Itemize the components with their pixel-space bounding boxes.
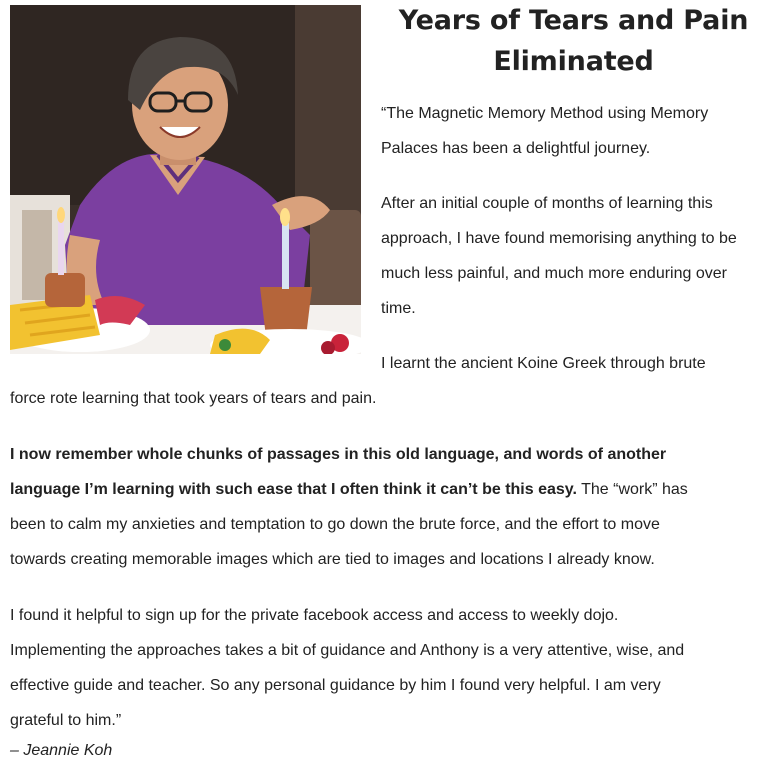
paragraph-line-mixed [10, 472, 688, 507]
testimonial-title [386, 0, 761, 82]
paragraph-bold-phrase: language I’m learning with such ease that I often think it can’t be this easy. [10, 481, 577, 498]
paragraph-line-bold: I now remember whole chunks of passages in this old language, and words of another [10, 446, 667, 463]
testimonial-paragraph-3b [10, 381, 376, 416]
paragraph-line: grateful to him.” [10, 712, 122, 729]
testimonial-paragraph-3a [381, 346, 706, 381]
paragraph-line: I learnt the ancient Koine Greek through brute [381, 355, 706, 372]
testimonial-paragraph-5 [10, 598, 684, 738]
testimonial-photo [10, 5, 361, 354]
paragraph-line: approach, I have found memorising anything to be [381, 230, 737, 247]
testimonial-paragraph-1 [381, 96, 708, 166]
photo-illustration [10, 5, 361, 354]
testimonial-signature: – Jeannie Koh [10, 742, 113, 759]
paragraph-line: force rote learning that took years of tears and pain. [10, 390, 377, 407]
paragraph-line: Implementing the approaches takes a bit of guidance and Anthony is a very attentive, wise, and [10, 642, 685, 659]
paragraph-line: much less painful, and much more enduring over [381, 265, 727, 282]
paragraph-line: towards creating memorable images which are tied to images and locations I already know. [10, 551, 655, 568]
paragraph-plain-phrase: The “work” has [576, 481, 688, 498]
photo-cupcake-left [45, 273, 85, 307]
paragraph-line: Palaces has been a delightful journey. [381, 140, 651, 157]
paragraph-line: time. [381, 300, 416, 317]
testimonial-paragraph-4 [10, 437, 688, 577]
testimonial-paragraph-2 [381, 186, 737, 326]
title-line-1: Years of Tears and Pain [398, 5, 749, 36]
paragraph-line: “The Magnetic Memory Method using Memory [381, 105, 709, 122]
paragraph-line: I found it helpful to sign up for the private facebook access and access to weekly dojo. [10, 607, 619, 624]
paragraph-line: After an initial couple of months of learning this [381, 195, 713, 212]
paragraph-line: effective guide and teacher. So any personal guidance by him I found very helpful. I am very [10, 677, 661, 694]
paragraph-line: been to calm my anxieties and temptation to go down the brute force, and the effort to move [10, 516, 660, 533]
title-line-2: Eliminated [493, 46, 654, 77]
